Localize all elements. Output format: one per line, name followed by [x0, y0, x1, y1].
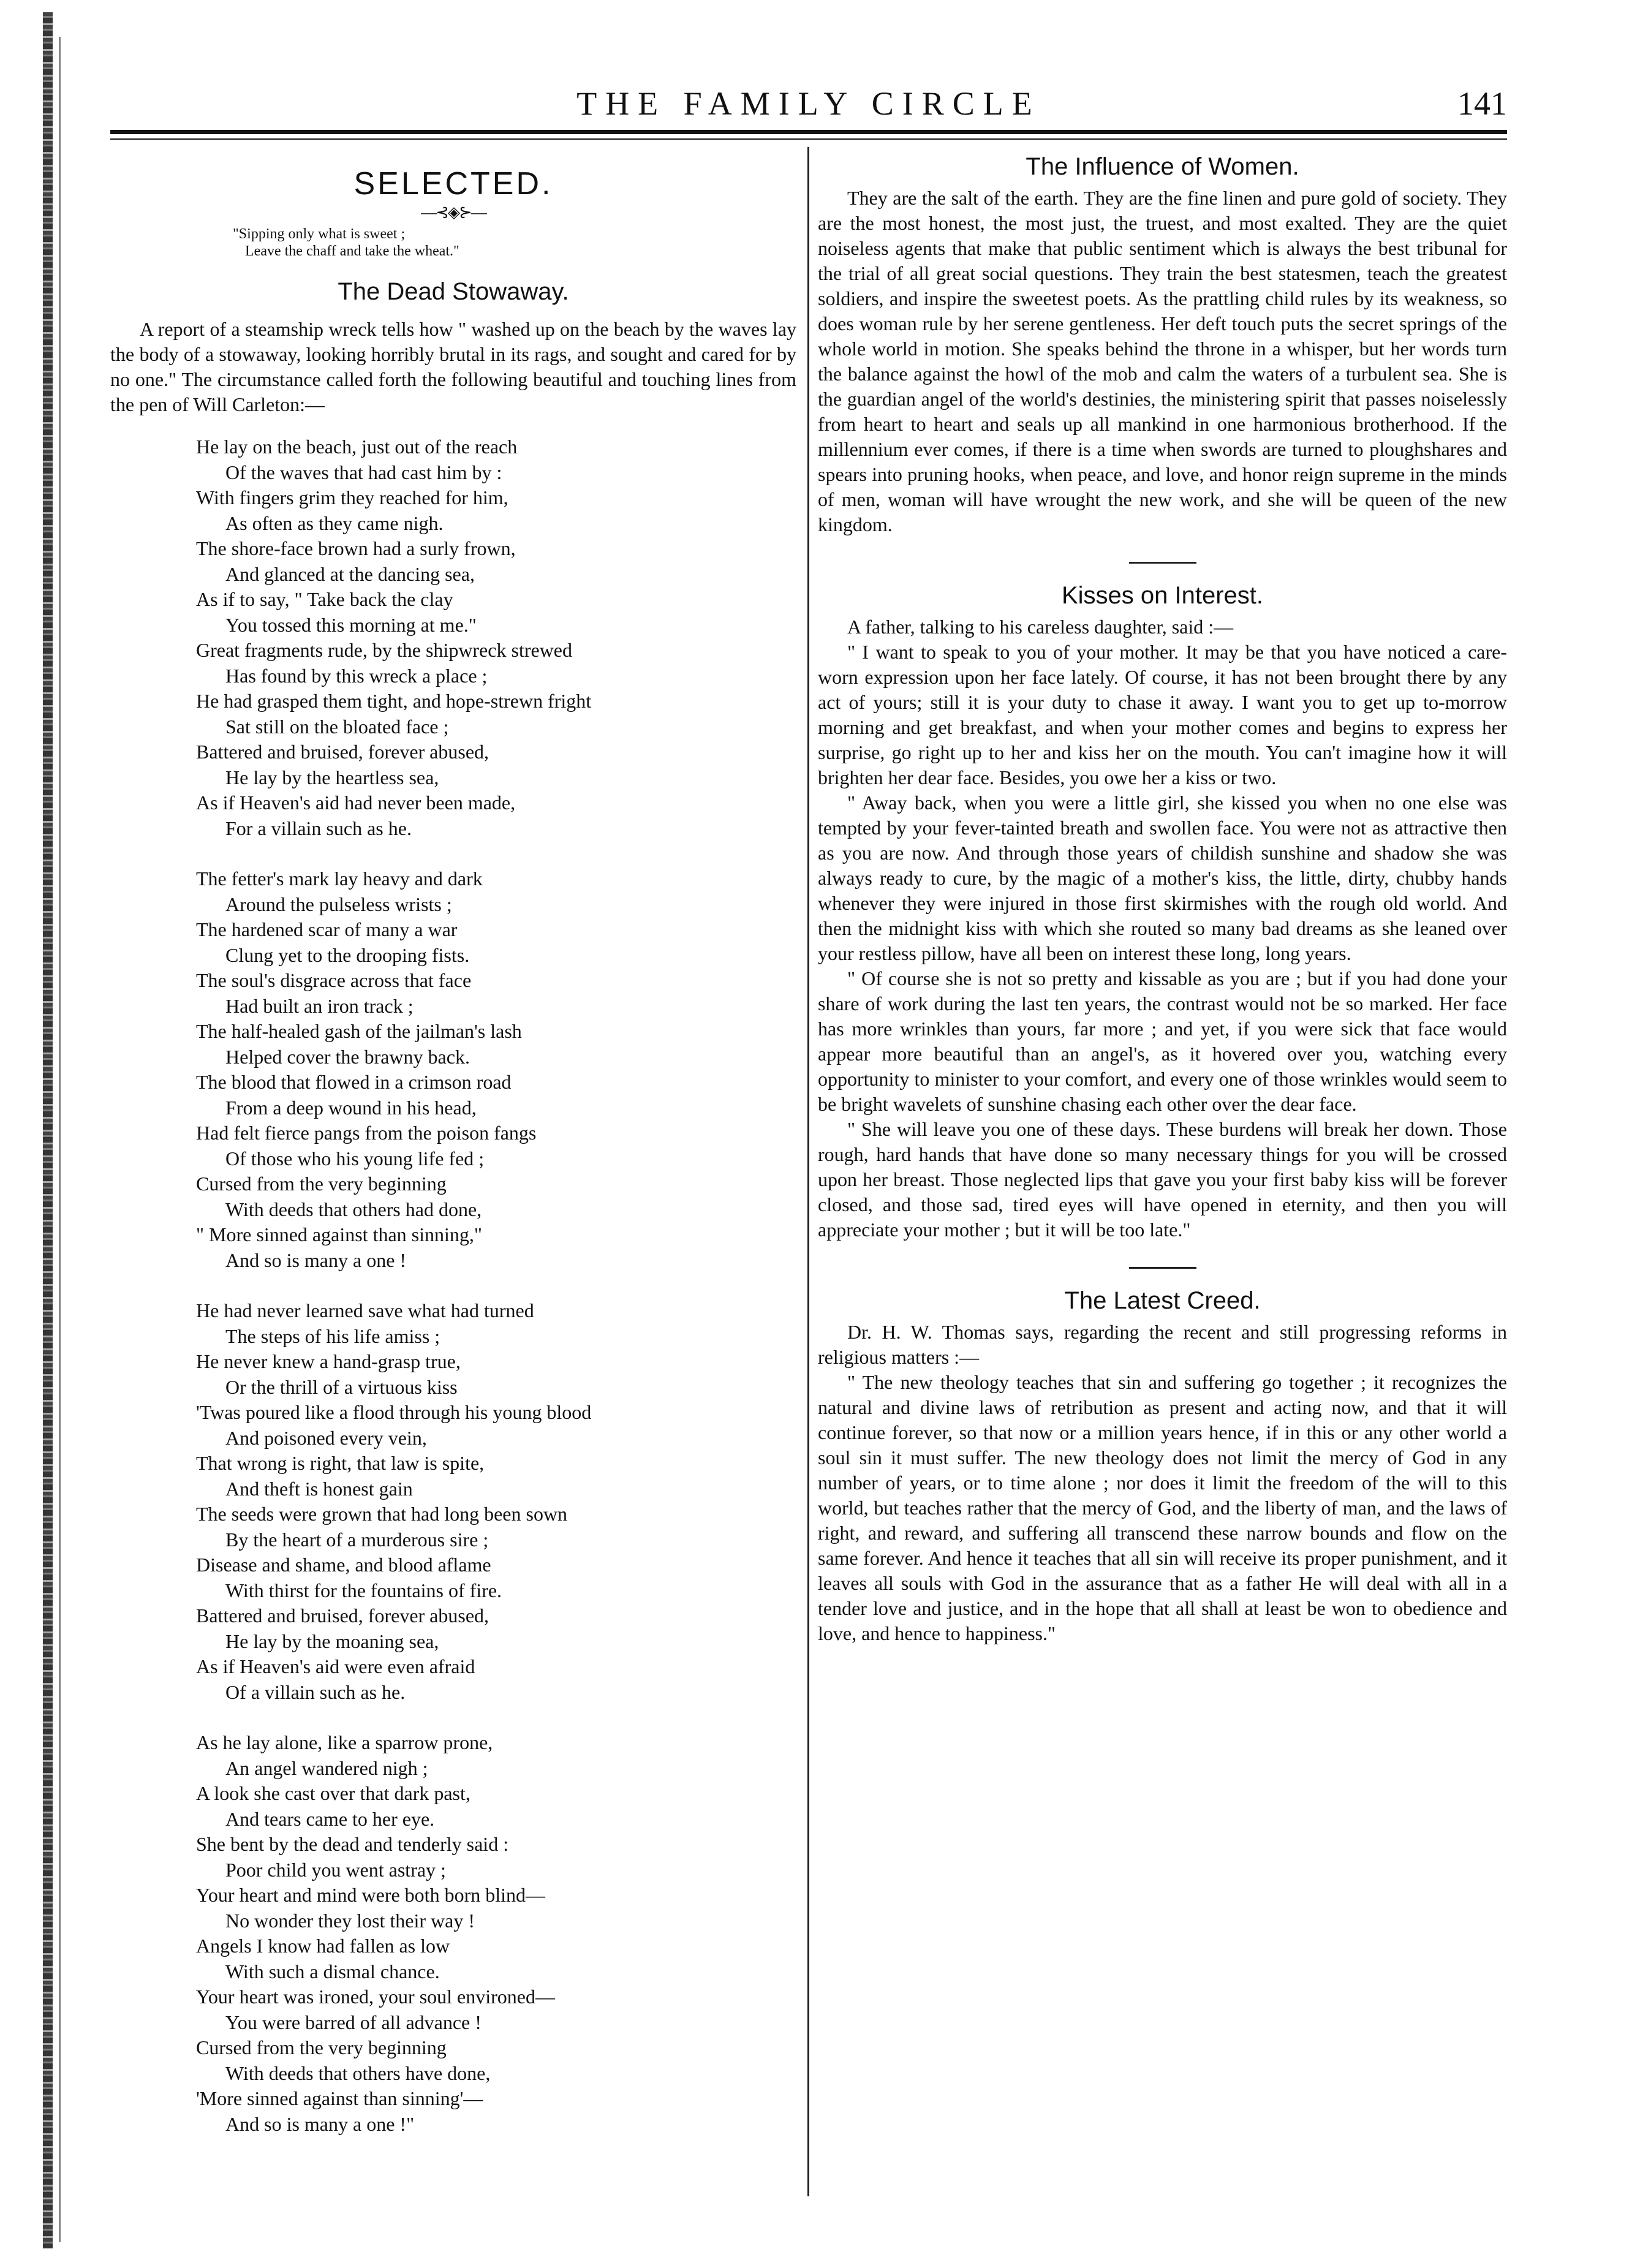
poem-line: With such a dismal chance. [225, 1960, 440, 1983]
poem-line: Helped cover the brawny back. [225, 1045, 470, 1068]
poem-line: Battered and bruised, forever abused, [196, 1605, 489, 1627]
poem-line: 'Twas poured like a flood through his young blood [196, 1401, 592, 1423]
poem-line: And tears came to her eye. [225, 1807, 435, 1830]
article-paragraph: " Of course she is not so pretty and kissable as you are ; but if you had done your share of work during the last ten years, the contrast would not be so marked. Her face has more wrinkles than yours, far more ; and yet, if you were sick that face would appear more beautiful than an angel's, as it hovered over you, watching every opportunity to minister to your comfort, and every one of those wrinkles would seem to be bright wavelets of sunshine chasing each other over the dear face. [818, 967, 1507, 1115]
poem-line: A look she cast over that dark past, [196, 1782, 470, 1804]
poem-line: The hardened scar of many a war [196, 918, 458, 940]
poem-line: Cursed from the very beginning [196, 2036, 447, 2058]
poem-line: No wonder they lost their way ! [225, 1909, 475, 1932]
poem-line: He never knew a hand-grasp true, [196, 1350, 461, 1372]
scan-edge [43, 12, 53, 2248]
column-divider [807, 147, 809, 2196]
motto [233, 225, 674, 260]
poem-stanza [196, 866, 796, 1273]
poem-stanza [196, 1730, 796, 2137]
header-rule-thin [110, 138, 1507, 140]
article-divider [1129, 562, 1196, 564]
poem-line: Has found by this wreck a place ; [225, 664, 488, 687]
poem-line: Or the thrill of a virtuous kiss [225, 1375, 458, 1398]
poem-line: And glanced at the dancing sea, [225, 562, 475, 585]
poem-line: As he lay alone, like a sparrow prone, [196, 1731, 493, 1753]
poem-line: Had built an iron track ; [225, 994, 414, 1017]
poem-line: With deeds that others have done, [225, 2062, 491, 2084]
poem-line: He had never learned save what had turned [196, 1299, 534, 1321]
article-title: Kisses on Interest. [1061, 582, 1264, 609]
poem-line: Cursed from the very beginning [196, 1173, 447, 1195]
poem-line: Of those who his young life fed ; [225, 1147, 485, 1170]
section-title: SELECTED. [353, 166, 553, 202]
poem-line: He had grasped them tight, and hope-strewn fright [196, 690, 592, 712]
poem-stanza [196, 434, 796, 841]
poem-line: As if Heaven's aid had never been made, [196, 792, 516, 814]
poem-stanza [196, 1298, 796, 1705]
poem-line: With fingers grim they reached for him, [196, 486, 508, 508]
article-paragraph: Dr. H. W. Thomas says, regarding the recent and still progressing reforms in religious matters :— [818, 1321, 1507, 1368]
poem-line: Battered and bruised, forever abused, [196, 741, 489, 763]
motto-line: "Sipping only what is sweet ; [233, 226, 406, 242]
article-paragraph: " I want to speak to you of your mother. It may be that you have noticed a care-worn expression upon her face lately. Of course, it has not been brought there by any act of yours; still it is your duty to chase it away. I want you to get up to-morrow morning and get breakfast, and when your mother comes and begins to express her surprise, go right up to her and kiss her on the mouth. You can't imagine how it will brighten her dear face. Besides, you owe her a kiss or two. [818, 641, 1507, 788]
article-paragraph: They are the salt of the earth. They are the fine linen and pure gold of society. They are the most honest, the most just, the truest, and most exalted. They are the quiet noiseless agents that make that public sentiment which is always the best tribunal for the trial of all great social questions. They train the best statesmen, teach the greatest soldiers, and inspire the sweetest poets. As the prattling child rules by its weakness, so does woman rule by her serene gentleness. Her deft touch puts the secret springs of the whole world in motion. She speaks behind the throne in a whisper, but her words turn the balance against the howl of the mob and calm the waters of a turbulent sea. She is the guardian angel of the world's destinies, the ministering spirit that passes noiselessly from heart to heart and seals up all mankind in one harmonious brotherhood. If the millennium ever comes, if there is a time when swords are turned to ploughshares and spears into pruning hooks, when peace, and love, and honor reign supreme in the minds of men, woman will have wrought the new work, and she will be queen of the new kingdom. [818, 187, 1507, 535]
poem-line: The steps of his life amiss ; [225, 1325, 440, 1347]
page-number: 141 [1457, 85, 1507, 122]
poem-line: As if to say, " Take back the clay [196, 588, 453, 610]
poem-line: Of a villain such as he. [225, 1680, 406, 1703]
poem-line: " More sinned against than sinning," [196, 1223, 482, 1246]
poem-line: Your heart was ironed, your soul environed— [196, 1986, 555, 2008]
poem-line: You were barred of all advance ! [225, 2011, 482, 2033]
poem-line: And poisoned every vein, [225, 1426, 427, 1449]
article-title: The Influence of Women. [1026, 153, 1299, 180]
poem-line: With deeds that others had done, [225, 1198, 482, 1220]
poem-line: You tossed this morning at me." [225, 613, 477, 636]
poem-line: Angels I know had fallen as low [196, 1935, 450, 1957]
poem-line: An angel wandered nigh ; [225, 1756, 428, 1779]
article-title: The Dead Stowaway. [338, 278, 569, 305]
article-title: The Latest Creed. [1064, 1287, 1261, 1314]
poem-line: Your heart and mind were both born blind— [196, 1884, 545, 1906]
poem-line: The half-healed gash of the jailman's lash [196, 1020, 522, 1042]
publication-title: THE FAMILY CIRCLE [576, 85, 1041, 122]
poem-line: The fetter's mark lay heavy and dark [196, 868, 483, 890]
scan-edge-line [59, 37, 61, 2242]
header-rule [110, 130, 1507, 134]
poem-line: As if Heaven's aid were even afraid [196, 1655, 475, 1677]
poem-line: He lay by the moaning sea, [225, 1630, 439, 1652]
motto-line: Leave the chaff and take the wheat." [245, 243, 459, 259]
right-column [818, 153, 1507, 1646]
poem-line: Disease and shame, and blood aflame [196, 1554, 491, 1576]
poem-line: The seeds were grown that had long been sown [196, 1503, 568, 1525]
poem-line: The blood that flowed in a crimson road [196, 1071, 512, 1093]
poem [196, 434, 796, 2137]
left-column [110, 153, 796, 2162]
poem-line: She bent by the dead and tenderly said : [196, 1833, 509, 1855]
article-paragraph: A father, talking to his careless daughter, said :— [847, 616, 1234, 638]
poem-line: Had felt fierce pangs from the poison fangs [196, 1122, 537, 1144]
article-paragraph: " She will leave you one of these days. These burdens will break her down. Those rough, hard hands that have done so many necessary things for you will be crossed upon her breast. Those neglected lips that gave you your first baby kiss will be forever closed, and those sad, tired eyes will have opened in eternity, and then you will appreciate your mother ; but it will be too late." [818, 1118, 1507, 1241]
poem-line: By the heart of a murderous sire ; [225, 1528, 489, 1551]
poem-line: And theft is honest gain [225, 1477, 413, 1500]
poem-line: For a villain such as he. [225, 817, 412, 839]
poem-line: With thirst for the fountains of fire. [225, 1579, 502, 1601]
poem-line: And so is many a one !" [225, 2112, 415, 2135]
poem-line: As often as they came nigh. [225, 512, 444, 534]
poem-line: And so is many a one ! [225, 1249, 407, 1271]
poem-line: That wrong is right, that law is spite, [196, 1452, 485, 1474]
poem-line: Of the waves that had cast him by : [225, 461, 502, 483]
article-paragraph: " The new theology teaches that sin and suffering go together ; it recognizes the natural and divine laws of retribution as present and acting now, and that it will continue forever, so that now or a million years hence, if in this or any other world a soul sin it must suffer. The new theology does not limit the mercy of God in any number of years, or to time alone ; nor does it limit the freedom of the will to this world, but teaches rather that the mercy of God, and the liberty of man, and the laws of right, and reward, and suffering all transcend these narrow bounds and flow on the same forever. And hence it teaches that all sin will receive its proper punishment, and it leaves all souls with God in the assurance that as a father He will deal with all in a tender love and justice, and in the hope that all shall at least be won to obedience and love, and hence to happiness." [818, 1371, 1507, 1644]
poem-line: Clung yet to the drooping fists. [225, 943, 470, 966]
poem-line: 'More sinned against than sinning'— [196, 2087, 483, 2109]
article-paragraph: " Away back, when you were a little girl, she kissed you when no one else was tempted by your fever-tainted breath and swollen face. You were not as attractive then as you are now. And through those years of childish sunshine and shadow she was always ready to cure, by the magic of a mother's kiss, the little, dirty, chubby hands whenever they were injured in those first skirmishes with the rough old world. And then the midnight kiss with which she routed so many bad dreams as she leaned over your restless pillow, have all been on interest these long, long years. [818, 792, 1507, 964]
poem-line: From a deep wound in his head, [225, 1096, 477, 1119]
poem-line: Poor child you went astray ; [225, 1858, 446, 1881]
poem-line: Around the pulseless wrists ; [225, 893, 452, 915]
poem-line: Sat still on the bloated face ; [225, 715, 449, 738]
article-intro: A report of a steamship wreck tells how " washed up on the beach by the waves lay the body of a stowaway, looking horribly brutal in its rags, and sought and cared for by no one." The circumstance called forth the following beautiful and touching lines from the pen of Will Carleton:— [110, 318, 796, 415]
poem-line: He lay on the beach, just out of the reach [196, 436, 518, 458]
poem-line: Great fragments rude, by the shipwreck strewed [196, 639, 572, 661]
ornament: —⊰◈⊱— [421, 203, 486, 221]
article-divider [1129, 1267, 1196, 1269]
poem-line: He lay by the heartless sea, [225, 766, 439, 788]
poem-line: The shore-face brown had a surly frown, [196, 537, 516, 559]
poem-line: The soul's disgrace across that face [196, 969, 472, 991]
